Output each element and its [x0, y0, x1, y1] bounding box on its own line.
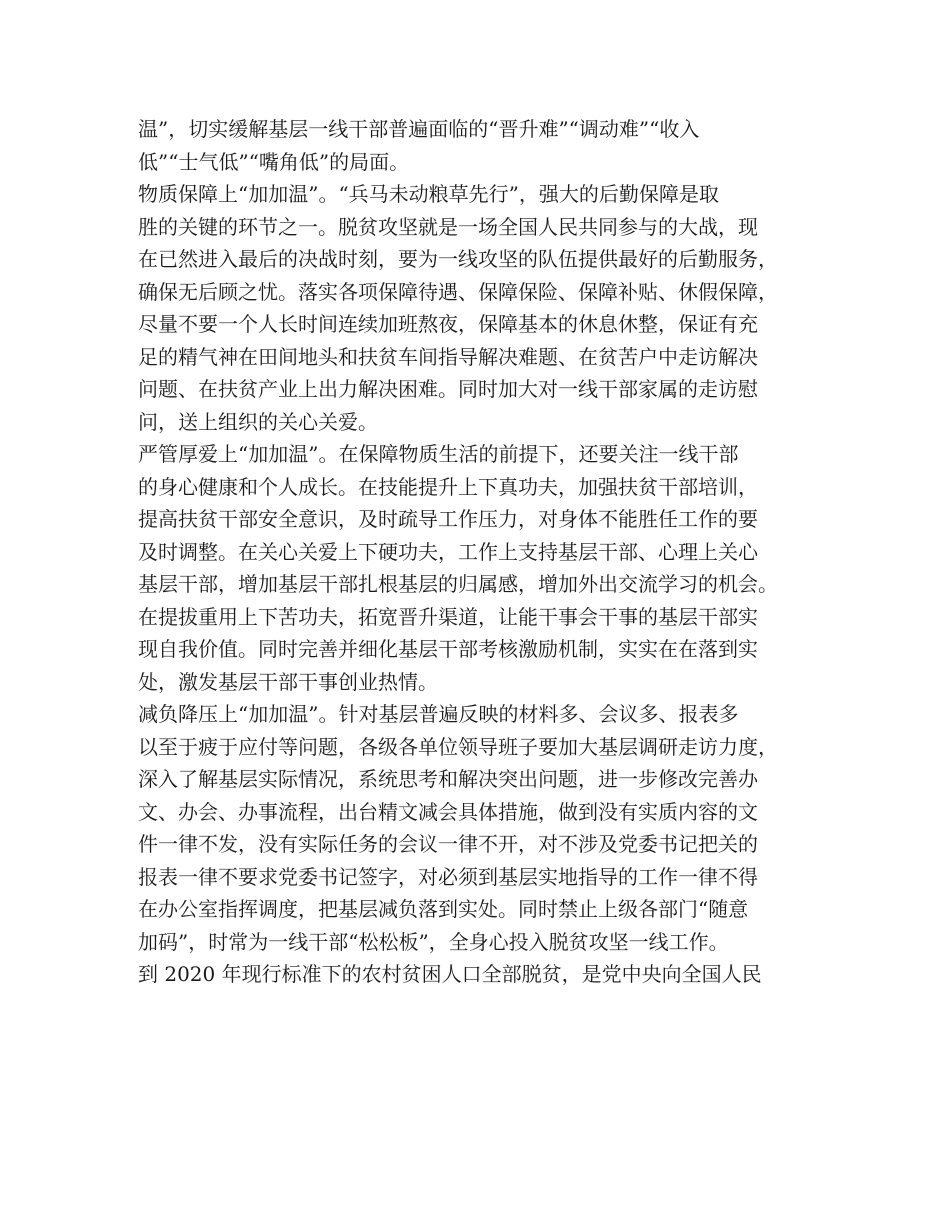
text-line: 确保无后顾之忧。落实各项保障待遇、保障保险、保障补贴、休假保障， — [138, 279, 778, 304]
text-line: 在提拔重用上下苦功夫，拓宽晋升渠道，让能干事会干事的基层干部实 — [138, 604, 758, 629]
text-line: 加码”，时常为一线干部“松松板”，全身心投入脱贫攻坚一线工作。 — [138, 929, 729, 954]
text-line: 提高扶贫干部安全意识，及时疏导工作压力，对身体不能胜任工作的要 — [138, 507, 758, 531]
text-line: 物质保障上“加加温”。“兵马未动粮草先行”，强大的后勤保障是取 — [138, 182, 719, 206]
text-line: 报表一律不要求党委书记签字，对必须到基层实地指导的工作一律不得 — [138, 864, 758, 889]
paragraph-material-support — [138, 178, 818, 438]
document-page — [138, 113, 818, 991]
paragraph-strict-care — [138, 438, 818, 698]
text-line: 在办公室指挥调度，把基层减负落到实处。同时禁止上级各部门“随意 — [138, 897, 749, 921]
paragraph-burden-reduction — [138, 698, 818, 958]
text-line: 尽量不要一个人长时间连续加班熬夜，保障基本的休息休整，保证有充 — [138, 312, 758, 336]
text-line: 的身心健康和个人成长。在技能提升上下真功夫，加强扶贫干部培训， — [138, 474, 758, 499]
text-line: 问题、在扶贫产业上出力解决困难。同时加大对一线干部家属的走访慰 — [138, 377, 758, 401]
text-line: 问，送上组织的关心关爱。 — [138, 409, 378, 434]
text-line: 在已然进入最后的决战时刻，要为一线攻坚的队伍提供最好的后勤服务， — [138, 247, 778, 271]
text-line: 件一律不发，没有实际任务的会议一律不开，对不涉及党委书记把关的 — [138, 832, 758, 856]
text-line: 文、办会、办事流程，出台精文减会具体措施，做到没有实质内容的文 — [138, 799, 758, 824]
text-line: 温”，切实缓解基层一线干部普遍面临的“晋升难”“调动难”“收入 — [138, 117, 700, 141]
text-line: 严管厚爱上“加加温”。在保障物质生活的前提下，还要关注一线干部 — [138, 442, 739, 466]
text-line: 深入了解基层实际情况，系统思考和解决突出问题，进一步修改完善办 — [138, 767, 758, 791]
paragraph-intro-continuation — [138, 113, 818, 178]
paragraph-conclusion-start — [138, 958, 818, 991]
text-line: 到 2020 年现行标准下的农村贫困人口全部脱贫，是党中央向全国人民 — [138, 962, 762, 986]
text-line: 低”“士气低”“嘴角低”的局面。 — [138, 149, 410, 174]
text-line: 减负降压上“加加温”。针对基层普遍反映的材料多、会议多、报表多 — [138, 702, 739, 726]
text-line: 足的精气神在田间地头和扶贫车间指导解决难题、在贫苦户中走访解决 — [138, 344, 758, 369]
text-line: 以至于疲于应付等问题，各级各单位领导班子要加大基层调研走访力度， — [138, 734, 778, 759]
text-line: 现自我价值。同时完善并细化基层干部考核激励机制，实实在在落到实 — [138, 637, 758, 661]
text-line: 及时调整。在关心关爱上下硬功夫，工作上支持基层干部、心理上关心 — [138, 539, 758, 564]
text-line: 基层干部，增加基层干部扎根基层的归属感，增加外出交流学习的机会。 — [138, 572, 778, 596]
text-line: 处，激发基层干部干事创业热情。 — [138, 669, 438, 694]
text-line: 胜的关键的环节之一。脱贫攻坚就是一场全国人民共同参与的大战，现 — [138, 214, 758, 239]
